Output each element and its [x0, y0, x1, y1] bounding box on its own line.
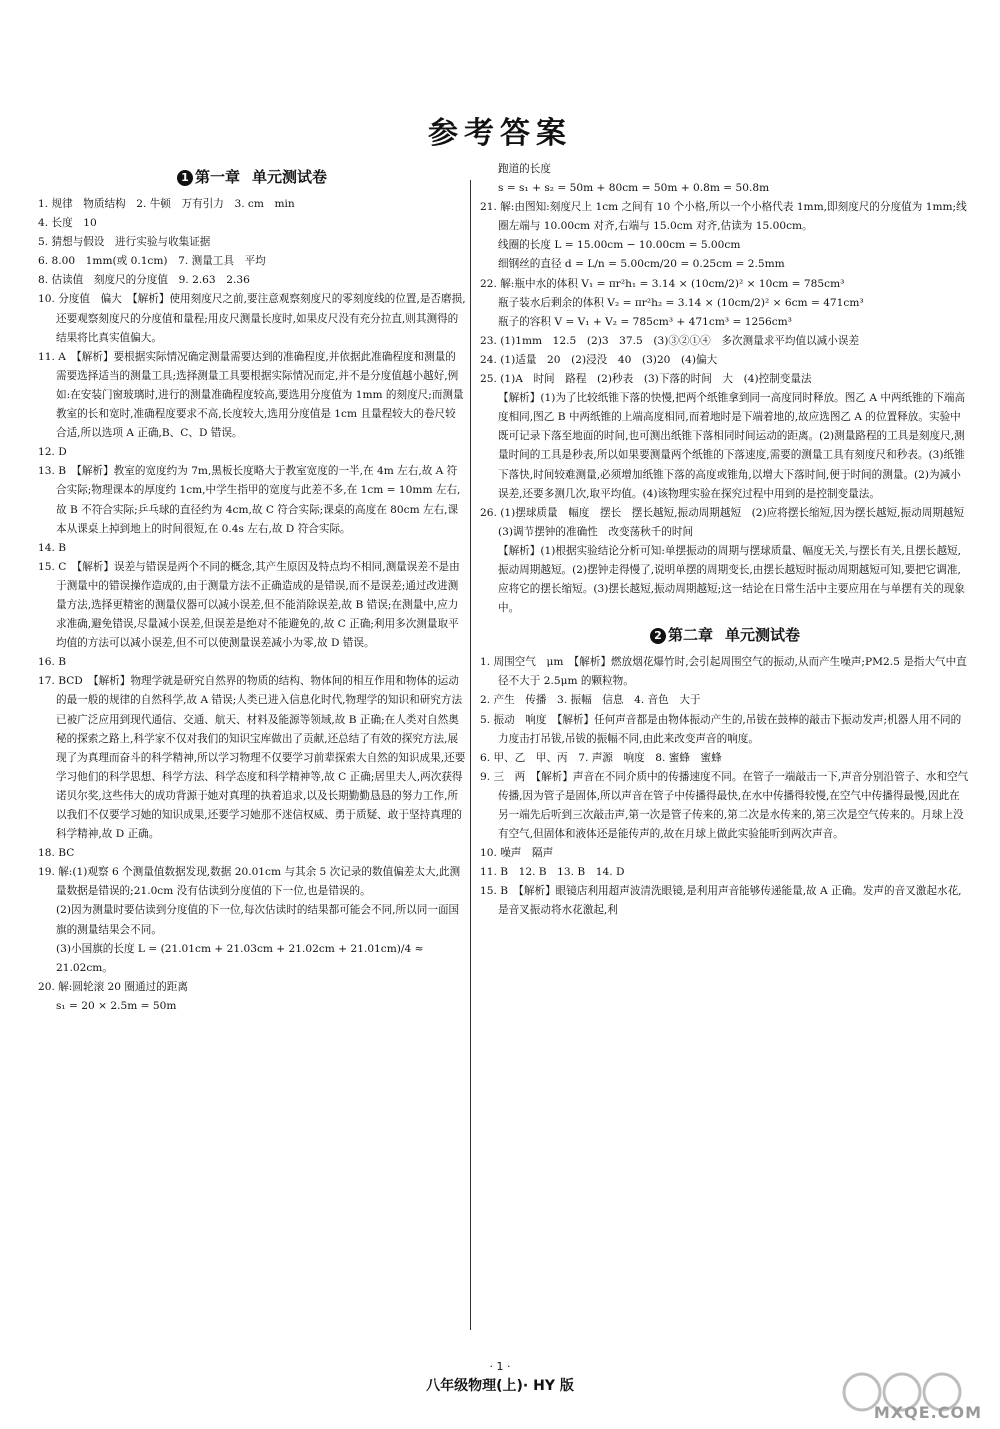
answer-item: 6. 甲、乙 甲、丙 7. 声源 响度 8. 蜜蜂 蜜蜂: [480, 751, 722, 764]
answer-item: 1. 规律 物质结构 2. 牛顿 万有引力 3. cm min: [38, 198, 295, 210]
answer-item: 10. 分度值 偏大 【解析】使用刻度尺之前,要注意观察刻度尺的零刻度线的位置,是否磨损,还要观察刻度尺的分度值和量程;用皮尺测量长度时,如果皮尺没有充分拉直,则其测得的结果将比真实值偏大。: [38, 293, 466, 344]
chapter-label: 第二章: [667, 626, 713, 645]
chapter-1-heading: [38, 166, 466, 187]
chapter-word: 单元测试卷: [725, 626, 801, 645]
answer-item: 2. 产生 传播 3. 振幅 信息 4. 音色 大于: [480, 694, 701, 707]
answer-item: 9. 三 两 【解析】声音在不同介质中的传播速度不同。在管子一端敲击一下,声音分别沿管子、水和空气传播,因为管子是固体,所以声音在管子中传播得最快,在水中传播得较慢,在空气中传播得最慢,因此在另一端先后听到三次敲击声,第一次是管子传来的,第二次是水传来的,第三次是空气传来的。月球上没有空气,但固体和液体还是能传声的,故在月球上做此实验能听到两次声音。: [480, 770, 969, 841]
answer-item: 23. (1)1mm 12.5 (2)3 37.5 (3)③②①④ 多次测量求平均值以减小误差: [480, 334, 860, 347]
answer-subitem: (3)小国旗的长度 L = (21.01cm + 21.03cm + 21.02cm + 21.01cm)/4 ≈ 21.02cm。: [56, 942, 424, 974]
answer-item: 26. (1)摆球质量 幅度 摆长 摆长越短,振动周期越短 (2)应将摆长缩短,因为摆长越短,振动周期越短 (3)调节摆钟的准确性 改变荡秋千的时间: [480, 506, 975, 538]
answer-item: 1. 周围空气 μm 【解析】燃放烟花爆竹时,会引起周围空气的振动,从而产生噪声;PM2.5 是指大气中直径不大于 2.5μm 的颗粒物。: [480, 656, 967, 688]
answer-item: 11. A 【解析】要根据实际情况确定测量需要达到的准确程度,并依据此准确程度和测量的需要选择适当的测量工具;选择测量工具要根据实际情况而定,并不是分度值越小越好,例如:在安装门窗玻璃时,进行的测量准确程度较高,要选用分度值为 1mm 的刻度尺;而测量教室的长和宽时,准确程度要求不高,长度较大,选用分度值是 1cm 且量程较大的卷尺较合适,所以选项 A 正确,B、C、D 错误。: [38, 350, 464, 440]
answer-item: 8. 估读值 刻度尺的分度值 9. 2.63 2.36: [38, 274, 250, 287]
answer-subitem: 细钢丝的直径 d = L/n = 5.00cm/20 = 0.25cm = 2.5mm: [498, 258, 785, 271]
answer-subitem: s₁ = 20 × 2.5m = 50m: [56, 999, 177, 1012]
answer-subitem: s = s₁ + s₂ = 50m + 80cm = 50m + 0.8m = 50.8m: [498, 182, 770, 195]
chapter-2-heading: [480, 624, 970, 645]
answer-item: 15. B 【解析】眼镜店利用超声波清洗眼镜,是利用声音能够传递能量,故 A 正确。发声的音叉激起水花,是音叉振动将水花激起,利: [480, 885, 962, 917]
answer-item: 20. 解:圆轮滚 20 圈通过的距离: [38, 980, 188, 993]
answer-item: 16. B: [38, 656, 66, 669]
answer-item: 4. 长度 10: [38, 217, 97, 230]
answer-item: 6. 8.00 1mm(或 0.1cm) 7. 测量工具 平均: [38, 255, 266, 268]
answer-item: 11. B 12. B 13. B 14. D: [480, 866, 625, 879]
chapter-2-answer-list: [480, 653, 970, 920]
answer-item: 17. BCD 【解析】物理学就是研究自然界的物质的结构、物体间的相互作用和物体的运动的最一般的规律的自然科学,故 A 错误;人类已进入信息化时代,物理学的知识和研究方法已被广泛应用到现代通信、交通、航天、材料及能源等领域,故 B 正确;在人类对自然奥秘的探索之路上,科学家不仅对我们的知识宝库做出了贡献,还总结了有效的探究方法,展现了为真理而奋斗的科学精神,所以学习物理不仅要学习前辈探索大自然的知识成果,还要学习他们的科学思想、科学方法、科学态度和科学精神等,故 C 正确;居里夫人,两次获得诺贝尔奖,这些伟大的成功背源于她对真理的执着追求,以及长期勤勤恳恳的努力工作,所以我们不仅要学习她的知识成果,还要学习她那不迷信权威、勇于质疑、敢于坚持真理的科学精神,故 D 正确。: [38, 675, 466, 841]
answer-subitem: 瓶子装水后剩余的体积 V₂ = πr²h₂ = 3.14 × (10cm/2)² × 6cm = 471cm³: [498, 296, 864, 309]
chapter-number-icon: 1: [177, 170, 193, 186]
right-column: [480, 160, 975, 921]
answer-item: 18. BC: [38, 847, 75, 860]
left-answer-list: [38, 195, 466, 1016]
right-answer-list: [480, 160, 975, 618]
page-number: · 1 ·: [489, 1360, 511, 1373]
answer-item: 25. (1)A 时间 路程 (2)秒表 (3)下落的时间 大 (4)控制变量法: [480, 373, 812, 386]
left-column: [38, 160, 466, 1016]
answer-item: 14. B: [38, 541, 66, 554]
answer-item: 12. D: [38, 446, 67, 459]
answer-item: 21. 解:由图知:刻度尺上 1cm 之间有 10 个小格,所以一个小格代表 1mm,即刻度尺的分度值为 1mm;线圈左端与 10.00cm 对齐,右端与 15.0cm 对齐,估读为 15.00cm。: [480, 201, 967, 233]
answer-subitem: (2)因为测量时要估读到分度值的下一位,每次估读时的结果都可能会不同,所以同一面国旗的测量结果会不同。: [56, 904, 460, 936]
answer-item: 5. 猜想与假设 进行实验与收集证据: [38, 236, 211, 249]
answer-item: 10. 噪声 隔声: [480, 847, 554, 860]
answer-analysis: 【解析】(1)为了比较纸锥下落的快慢,把两个纸锥拿到同一高度同时释放。图乙 A 中两纸锥的下端高度相同,图乙 B 中两纸锥的上端高度相同,而着地时是下端着地的,故应选图乙 A 的位置释放。实验中既可记录下落至地面的时间,也可测出纸锥下落相同时间运动的距离。(2)测量路程的工具是刻度尺,测量时间的工具是秒表,所以如果要测量两个纸锥的下落速度,需要的测量工具有刻度尺和秒表。(3)纸锥下落快,时间较难测量,必须增加纸锥下落的高度或锥角,以增大下落时间,便于时间的测量。(2)为减小误差,还要多测几次,取平均值。(4)该物理实验在探究过程中用到的是控制变量法。: [498, 392, 966, 500]
chapter-word: 单元测试卷: [252, 168, 328, 186]
answer-item: 5. 振动 响度 【解析】任何声音都是由物体振动产生的,吊钹在鼓棒的敲击下振动发声;机器人用不同的力度击打吊钹,吊钹的振幅不同,由此来改变声音的响度。: [480, 713, 962, 745]
answer-item: 19. 解:(1)观察 6 个测量值数据发现,数据 20.01cm 与其余 5 次记录的数值偏差太大,此测量数据是错误的;21.0cm 没有估读到分度值的下一位,也是错误的。: [38, 866, 461, 898]
answer-item: 22. 解:瓶中水的体积 V₁ = πr²h₁ = 3.14 × (10cm/2)² × 10cm = 785cm³: [480, 277, 845, 290]
answer-subitem: 瓶子的容积 V = V₁ + V₂ = 785cm³ + 471cm³ = 1256cm³: [498, 315, 792, 328]
answer-item: 13. B 【解析】教室的宽度约为 7m,黑板长度略大于教室宽度的一半,在 4m 左右,故 A 符合实际;物理课本的厚度约 1cm,中学生指甲的宽度与此差不多,在 1cm = 10mm 左右,故 B 不符合实际;乒乓球的直径约为 4cm,故 C 符合实际;课桌的高度在 80cm 左右,课本从课桌上掉到地上的时间很短,在 0.4s 左右,故 D 符合实际。: [38, 465, 461, 535]
watermark-text: MXQE.COM: [873, 1403, 982, 1422]
column-divider: [470, 180, 471, 1330]
answer-item: 15. C 【解析】误差与错误是两个不同的概念,其产生原因及特点均不相同,测量误差不是由于测量中的错误操作造成的,由于测量方法不正确造成的是错误,而不是误差;通过改进测量方法,选择更精密的测量仪器可以减小误差,但不能消除误差,故 B 错误;在测量中,应力求准确,避免错误,尽量减小误差,但误差是绝对不能避免的,故 C 正确;利用多次测量取平均值的方法可以减小误差,但不可以使测量误差减小为零,故 D 错误。: [38, 560, 460, 650]
book-title: 八年级物理(上)· HY 版: [426, 1378, 574, 1394]
answer-subitem: 跑道的长度: [498, 163, 551, 175]
page-title: 参考答案: [428, 116, 572, 151]
chapter-label: 第一章: [194, 168, 240, 186]
answer-analysis: 【解析】(1)根据实验结论分析可知:单摆振动的周期与摆球质量、幅度无关,与摆长有关,且摆长越短,振动周期越短。(2)摆钟走得慢了,说明单摆的周期变长,由摆长越短时振动周期越短可知,要把它调准,应将它的摆长缩短。(3)摆长越短,振动周期越短;这一结论在日常生活中主要应用在与单摆有关的现象中。: [498, 544, 965, 615]
answer-item: 24. (1)适量 20 (2)浸没 40 (3)20 (4)偏大: [480, 353, 718, 366]
answer-subitem: 线圈的长度 L = 15.00cm − 10.00cm = 5.00cm: [498, 239, 741, 252]
chapter-number-icon: 2: [650, 628, 666, 644]
